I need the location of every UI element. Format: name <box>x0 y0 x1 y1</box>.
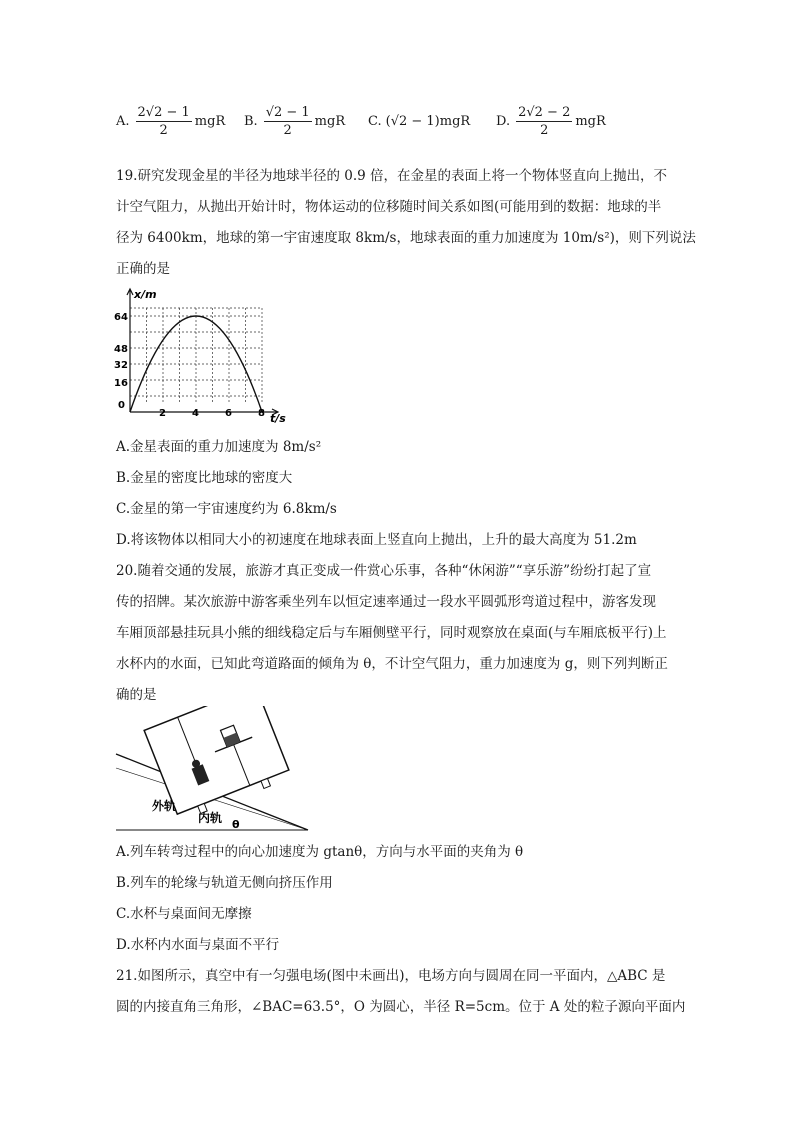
q20-choice-d: D.水杯内水面与桌面不平行 <box>116 937 280 953</box>
q21-text-line-1: 21.如图所示，真空中有一匀强电场(图中未画出)，电场方向与圆周在同一平面内，△ABC 是 <box>116 968 666 984</box>
q20-choice-b: B.列车的轮缘与轨道无侧向挤压作用 <box>116 875 333 891</box>
x-axis-label: t/s <box>270 412 286 424</box>
option-unit: mgR <box>575 114 606 129</box>
option-b <box>244 104 345 139</box>
q19-choice-a: A.金星表面的重力加速度为 8m/s² <box>116 439 322 455</box>
inner-rail-label: 内轨 <box>198 811 223 825</box>
q20-choice-a: A.列车转弯过程中的向心加速度为 gtanθ，方向与水平面的夹角为 θ <box>116 844 524 860</box>
option-expression: (√2 − 1)mgR <box>385 114 471 129</box>
q19-text-line-1: 19.研究发现金星的半径为地球半径的 0.9 倍，在金星的表面上将一个物体竖直向上抛出，不 <box>116 168 668 184</box>
y-tick-64: 64 <box>114 312 128 323</box>
graph-grid <box>130 308 262 404</box>
q20-text-line-2: 传的招牌。某次旅游中游客乘坐列车以恒定速率通过一段水平圆弧形弯道过程中，游客发现 <box>116 594 656 610</box>
q20-text-line-5: 确的是 <box>116 687 157 703</box>
option-label: A. <box>116 114 130 129</box>
q19-choice-c: C.金星的第一宇宙速度约为 6.8km/s <box>116 501 337 517</box>
fraction-numerator: 2√2 − 1 <box>137 105 190 120</box>
train-on-banked-curve-figure <box>112 706 312 836</box>
q20-text-line-4: 水杯内的水面，已知此弯道路面的倾角为 θ，不计空气阻力，重力加速度为 g，则下列判断正 <box>116 656 668 672</box>
q19-choice-b: B.金星的密度比地球的密度大 <box>116 470 293 486</box>
q20-text-line-1: 20.随着交通的发展，旅游才真正变成一件赏心乐事，各种“休闲游”“享乐游”纷纷打起了宣 <box>116 563 652 579</box>
x-tick-8: 8 <box>258 408 265 419</box>
y-axis-label: x/m <box>134 288 157 301</box>
outer-rail-label: 外轨 <box>152 799 177 813</box>
option-label: D. <box>496 114 511 129</box>
y-tick-32: 32 <box>114 360 128 371</box>
q19-text-line-2: 计空气阻力，从抛出开始计时，物体运动的位移随时间关系如图(可能用到的数据：地球的半 <box>116 199 662 215</box>
option-c <box>368 114 470 129</box>
q20-text-line-3: 车厢顶部悬挂玩具小熊的细线稳定后与车厢侧壁平行，同时观察放在桌面(与车厢底板平行)上 <box>116 625 667 641</box>
option-unit: mgR <box>194 114 226 129</box>
q21-text-line-2: 圆的内接直角三角形，∠BAC=63.5°，O 为圆心，半径 R=5cm。位于 A 处的粒子源向平面内 <box>116 999 686 1015</box>
origin-label: 0 <box>118 400 125 411</box>
q19-text-line-4: 正确的是 <box>116 261 170 277</box>
option-label: B. <box>244 114 258 129</box>
option-unit: mgR <box>314 114 346 129</box>
fraction <box>516 104 572 139</box>
x-tick-6: 6 <box>225 408 232 419</box>
q19-text-line-3: 径为 6400km，地球的第一宇宙速度取 8km/s，地球表面的重力加速度为 10m/s²)，则下列说法 <box>116 230 696 246</box>
option-label: C. <box>368 114 382 129</box>
option-d <box>496 104 606 139</box>
bank-angle-label: θ <box>232 818 240 831</box>
fraction-denominator: 2 <box>540 123 549 138</box>
x-tick-4: 4 <box>192 408 199 419</box>
x-tick-2: 2 <box>159 408 166 419</box>
fraction <box>136 104 192 139</box>
fraction <box>264 104 312 139</box>
fraction-numerator: 2√2 − 2 <box>518 105 571 120</box>
option-a <box>116 104 225 139</box>
displacement-time-graph <box>112 284 302 424</box>
y-tick-16: 16 <box>114 378 128 389</box>
q19-choice-d: D.将该物体以相同大小的初速度在地球表面上竖直向上抛出，上升的最大高度为 51.2m <box>116 532 637 548</box>
y-tick-48: 48 <box>114 344 128 355</box>
fraction-denominator: 2 <box>159 123 168 138</box>
fraction-numerator: √2 − 1 <box>265 105 310 120</box>
q20-choice-c: C.水杯与桌面间无摩擦 <box>116 906 252 922</box>
fraction-denominator: 2 <box>283 123 292 138</box>
